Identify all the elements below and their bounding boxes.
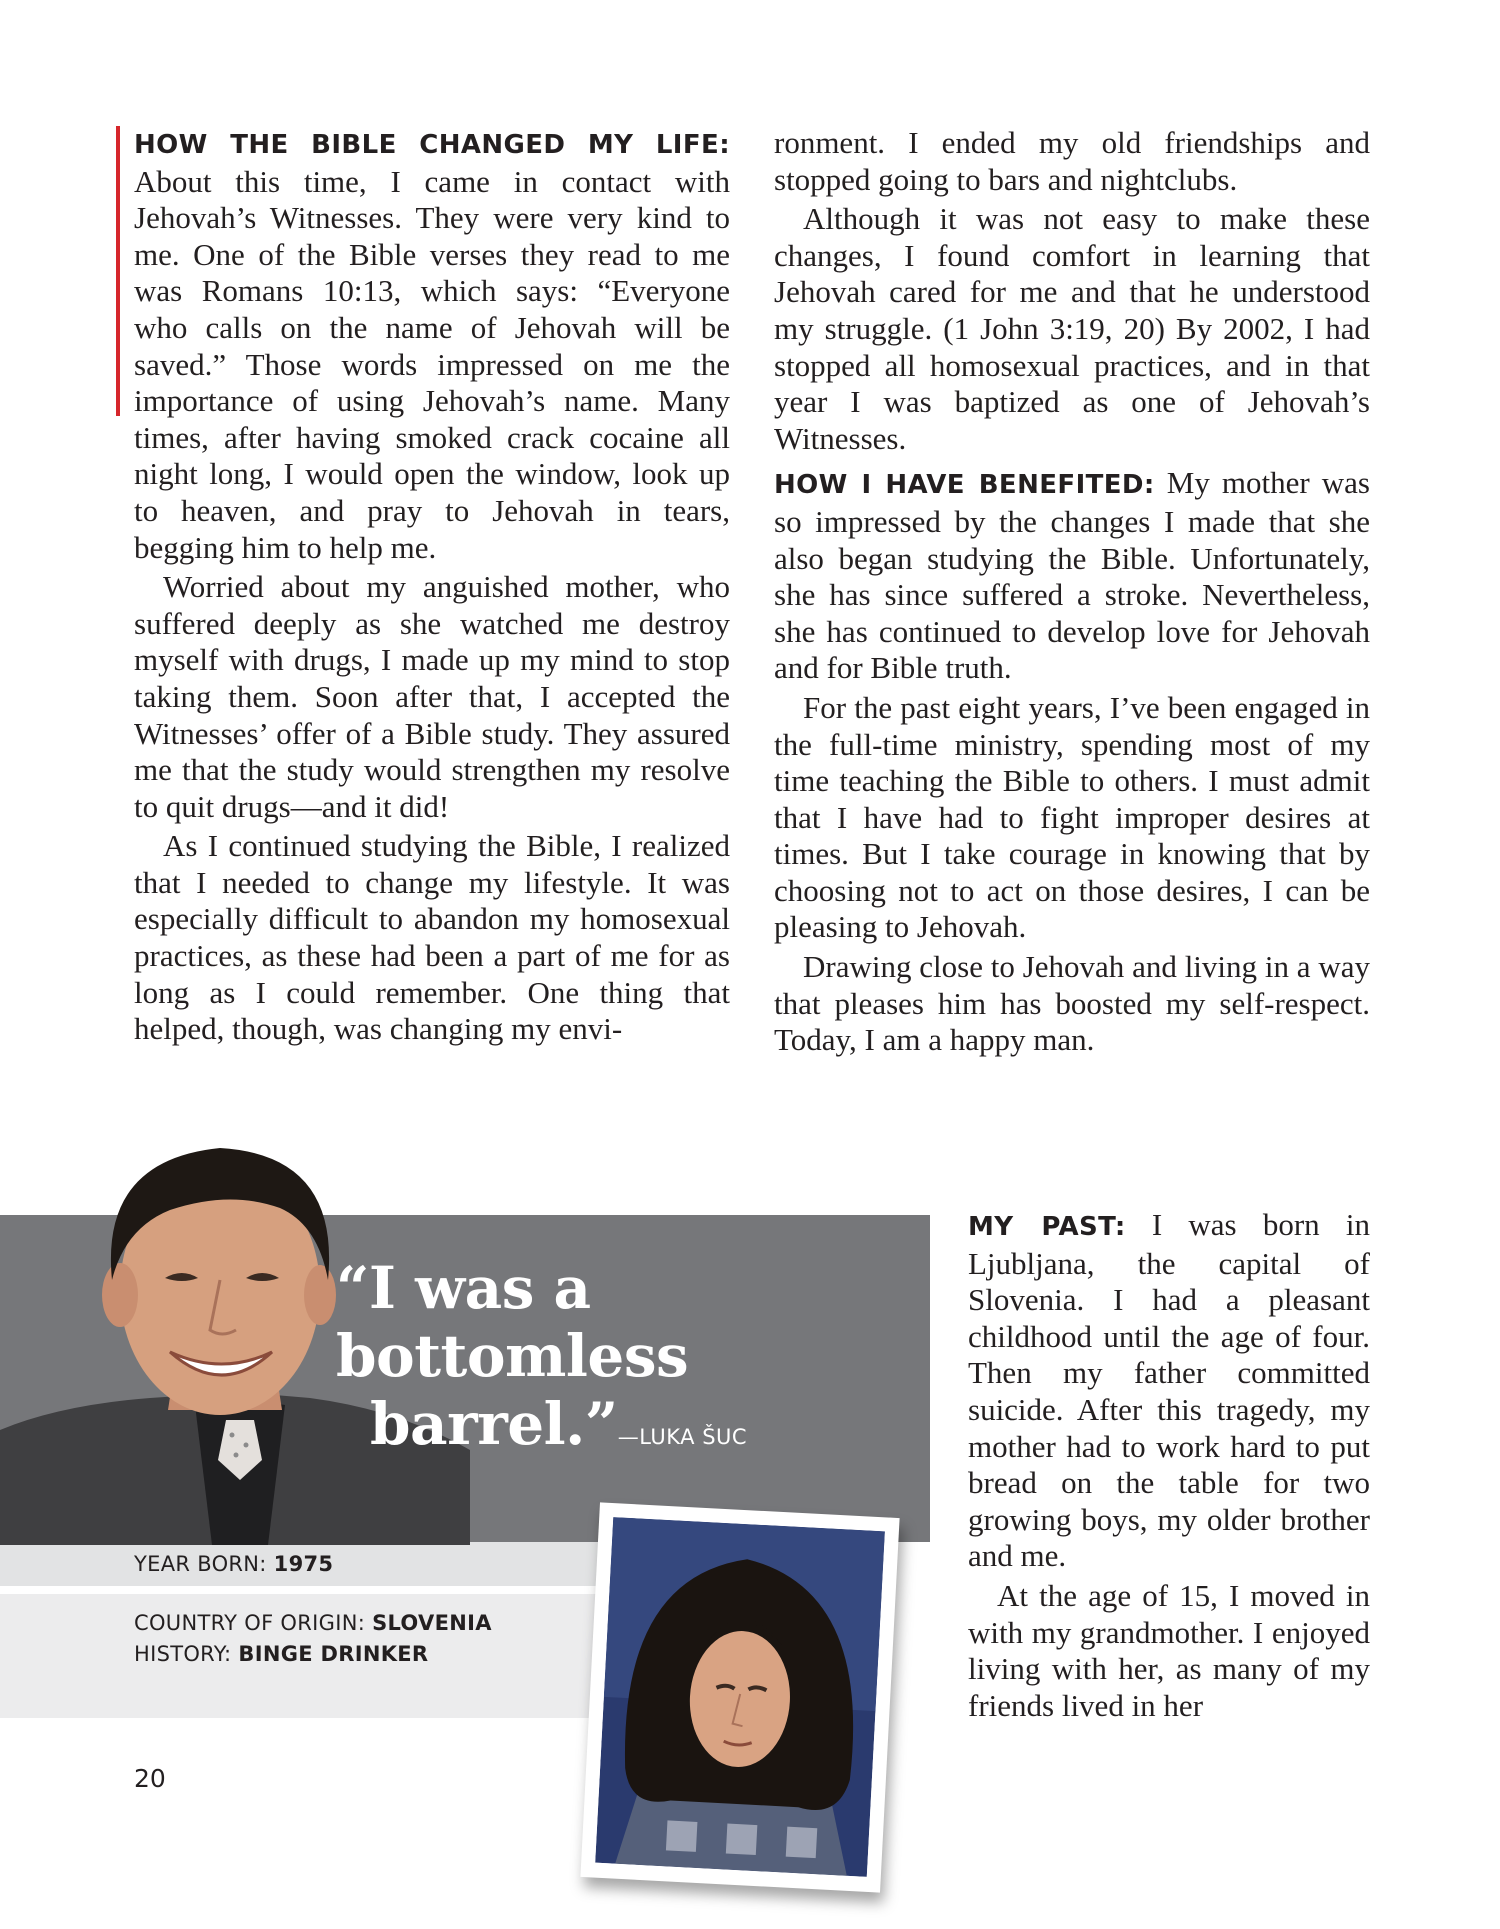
paragraph-text: My mother was so impressed by the changes I made that she also began studying the Bible. Unfortunately, she has since suffered a stroke. Nevertheless, she has continued to develop love for Jehovah and for Bible truth. <box>774 465 1370 686</box>
paragraph: Worried about my anguished mother, who suffered deeply as she watched me destroy myself with drugs, I made up my mind to stop taking them. Soon after that, I accepted the Witnesses’ offer of a Bible study. They assured me that the study would strengthen my resolve to quit drugs—and it did! <box>134 569 730 824</box>
article-column-past <box>968 1207 1370 1727</box>
article-column-left <box>134 125 730 1051</box>
page-number: 20 <box>134 1764 166 1793</box>
fact-value: SLOVENIA <box>372 1611 492 1635</box>
paragraph <box>134 125 730 566</box>
paragraph: Drawing close to Jehovah and living in a way that pleases him has boosted my self-respect. Today, I am a happy man. <box>774 949 1370 1058</box>
fact-history <box>134 1642 428 1666</box>
paragraph: As I continued studying the Bible, I realized that I needed to change my lifestyle. It was especially difficult to abandon my homosexual practices, as these had been a part of me for as long as I could remember. One thing that helped, though, was changing my envi- <box>134 828 730 1047</box>
paragraph <box>774 465 1370 687</box>
paragraph <box>968 1207 1370 1575</box>
pull-quote <box>336 1254 926 1471</box>
paragraph-text: About this time, I came in contact with Jehovah’s Witnesses. They were very kind to me. One of the Bible verses they read to me was Romans 10:13, which says: “Everyone who calls on the name of Jehovah will be saved.” Those words impressed on me the importance of using Jehovah’s name. Many times, after having smoked crack cocaine all night long, I would open the window, look up to heaven, and pray to Jehovah in tears, begging him to help me. <box>134 163 730 565</box>
fact-value: 1975 <box>273 1552 334 1576</box>
paragraph-text: I was born in Ljubljana, the capital of Slovenia. I had a pleasant childhood until the age of four. Then my father committed suicide. After this tragedy, my mother had to work hard to put bread on the table for two growing boys, my older brother and me. <box>968 1207 1370 1574</box>
quote-attribution: —LUKA ŠUC <box>617 1425 748 1449</box>
paragraph: At the age of 15, I moved in with my grandmother. I enjoyed living with her, as many of my friends lived in her <box>968 1577 1370 1723</box>
fact-year-born <box>134 1552 333 1576</box>
paragraph: ronment. I ended my old friendships and stopped going to bars and nightclubs. <box>774 125 1370 197</box>
accent-bar <box>116 126 120 416</box>
paragraph: Although it was not easy to make these changes, I found comfort in learning that Jehovah cared for me and that he understood my struggle. (1 John 3:19, 20) By 2002, I had stopped all homosexual practices, and in that year I was baptized as one of Jehovah’s Witnesses. <box>774 201 1370 456</box>
section-heading-bible-changed: HOW THE BIBLE CHANGED MY LIFE: <box>134 130 730 160</box>
old-photo <box>595 1517 885 1877</box>
quote-line-2-text: barrel.” <box>370 1390 618 1458</box>
fact-label: HISTORY: <box>134 1642 239 1666</box>
quote-line-2 <box>336 1390 926 1471</box>
paragraph: For the past eight years, I’ve been engaged in the full-time ministry, spending most of my time teaching the Bible to others. I must admit that I have had to fight improper desires at times. But I take courage in knowing that by choosing not to act on those desires, I can be pleasing to Jehovah. <box>774 689 1370 945</box>
fact-label: COUNTRY OF ORIGIN: <box>134 1611 373 1635</box>
quote-line-1: “I was a bottomless <box>336 1254 689 1390</box>
article-column-right <box>774 125 1370 1062</box>
fact-country <box>134 1611 492 1635</box>
fact-value: BINGE DRINKER <box>238 1642 429 1666</box>
old-photo-card <box>580 1502 899 1892</box>
section-heading-my-past: MY PAST: <box>968 1212 1126 1242</box>
fact-label: YEAR BORN: <box>134 1552 274 1576</box>
section-heading-benefited: HOW I HAVE BENEFITED: <box>774 470 1155 501</box>
